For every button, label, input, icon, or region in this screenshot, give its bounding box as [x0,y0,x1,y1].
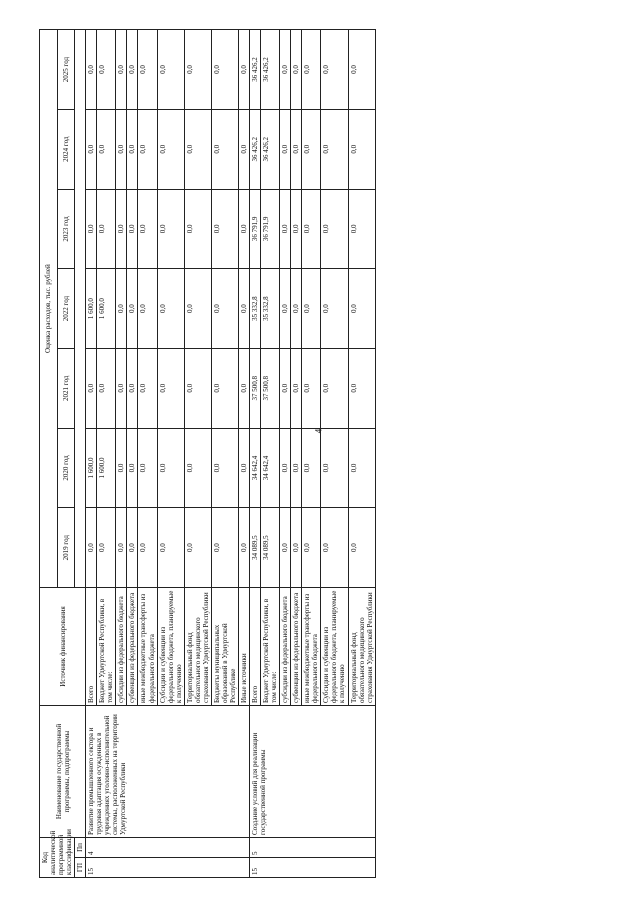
cell-value: 34 642,4 [250,428,261,508]
cell-value: 35 332,8 [261,269,280,349]
cell-value: 0,0 [280,269,291,349]
header-name: Наименование государственной программы, подпрограммы [40,706,86,838]
cell-value: 0,0 [127,428,138,508]
cell-value: 0,0 [97,109,116,189]
cell-value: 1 600,0 [86,269,97,349]
cell-value: 0,0 [302,508,321,588]
cell-value: 0,0 [157,109,184,189]
cell-source: Бюджет Удмуртской Республики, в том числе: [261,588,280,706]
cell-value: 0,0 [291,508,302,588]
cell-value: 0,0 [127,30,138,110]
header-code-group: Код аналитической программной классификации [40,838,75,878]
cell-value: 0,0 [280,109,291,189]
table-row [86,30,97,878]
cell-value: 35 332,8 [250,269,261,349]
cell-value: 34 089,5 [250,508,261,588]
header-year: 2019 год [57,508,75,588]
cell-value: 0,0 [302,348,321,428]
cell-value: 0,0 [211,109,238,189]
cell-value: 0,0 [238,428,249,508]
cell-source: Территориальный фонд обязательного медицинского страхования Удмуртской Республики [348,588,375,706]
cell-value: 0,0 [116,348,127,428]
cell-value: 0,0 [97,348,116,428]
cell-value: 0,0 [97,508,116,588]
cell-value: 0,0 [238,109,249,189]
cell-source: субвенции из федерального бюджета [127,588,138,706]
header-gp: ГП [75,858,86,878]
header-year: 2020 год [57,428,75,508]
cell-value: 0,0 [280,428,291,508]
cell-value: 36 426,2 [261,30,280,110]
cell-value: 0,0 [138,269,157,349]
cell-value: 0,0 [348,428,375,508]
cell-value: 0,0 [157,189,184,269]
cell-value: 0,0 [138,189,157,269]
cell-value: 36 426,2 [250,109,261,189]
cell-source: иные межбюджетные трансферты из федерального бюджета [138,588,157,706]
cell-value: 0,0 [116,109,127,189]
cell-value: 0,0 [97,189,116,269]
cell-value: 0,0 [348,30,375,110]
cell-value: 0,0 [321,348,348,428]
cell-value: 36 791,9 [261,189,280,269]
cell-value: 0,0 [157,428,184,508]
cell-value: 0,0 [116,508,127,588]
cell-value: 34 642,4 [261,428,280,508]
cell-value: 0,0 [321,30,348,110]
header-pp: Пп [75,838,86,858]
cell-value: 0,0 [127,348,138,428]
cell-value: 36 426,2 [261,109,280,189]
cell-program-name: Создание условий для реализации государственной программы [250,706,376,838]
cell-gp: 15 [86,858,250,878]
header-source: Источник финансирования [40,588,86,706]
cell-value: 0,0 [280,30,291,110]
cell-value: 37 500,8 [261,348,280,428]
cell-value: 0,0 [280,189,291,269]
cell-value: 0,0 [184,109,211,189]
cell-value: 0,0 [321,269,348,349]
cell-value: 0,0 [138,109,157,189]
cell-value: 0,0 [184,348,211,428]
header-year: 2021 год [57,348,75,428]
header-row-1 [40,30,58,878]
cell-value: 0,0 [127,269,138,349]
cell-value: 0,0 [127,508,138,588]
cell-value: 0,0 [138,30,157,110]
cell-value: 0,0 [291,109,302,189]
table-body [86,30,375,878]
cell-value: 0,0 [238,30,249,110]
cell-value: 0,0 [302,428,321,508]
cell-value: 36 791,9 [250,189,261,269]
cell-value: 0,0 [116,428,127,508]
cell-source: Субсидии и субвенции из федерального бюджета, планируемые к получению [321,588,348,706]
cell-value: 0,0 [280,508,291,588]
cell-value: 0,0 [302,30,321,110]
cell-value: 0,0 [238,508,249,588]
cell-source: Территориальный фонд обязательного медицинского страхования Удмуртской Республики [184,588,211,706]
cell-value: 0,0 [116,30,127,110]
cell-source: субвенции из федерального бюджета [291,588,302,706]
cell-value: 0,0 [86,189,97,269]
cell-value: 0,0 [321,109,348,189]
cell-value: 0,0 [321,189,348,269]
cell-source: Бюджеты муниципальных образований в Удмуртской Республике [211,588,238,706]
header-year: 2023 год [57,189,75,269]
cell-value: 0,0 [184,30,211,110]
cell-value: 0,0 [86,109,97,189]
cell-value: 0,0 [348,189,375,269]
cell-value: 0,0 [321,508,348,588]
cell-value: 0,0 [291,189,302,269]
cell-value: 0,0 [302,189,321,269]
cell-program-name: Развитие промышленного сектора и трудовая адаптация осужденных в учреждениях уголовно-исполнительной системы, расположенных на территории Удмуртской Республики [86,706,250,838]
cell-value: 0,0 [280,348,291,428]
page-number: 4 [313,428,324,434]
cell-source: Субсидии и субвенции из федерального бюджета, планируемые к получению [157,588,184,706]
cell-value: 0,0 [238,348,249,428]
cell-value: 0,0 [348,348,375,428]
header-spacer [75,30,86,588]
cell-source: Всего [86,588,97,706]
cell-value: 0,0 [157,348,184,428]
cell-value: 0,0 [97,30,116,110]
cell-value: 37 500,8 [250,348,261,428]
cell-source: субсидии из федерального бюджета [116,588,127,706]
cell-value: 0,0 [116,269,127,349]
cell-value: 0,0 [291,428,302,508]
cell-value: 0,0 [184,189,211,269]
header-year: 2024 год [57,109,75,189]
cell-value: 0,0 [86,30,97,110]
cell-pp: 5 [250,838,376,858]
cell-value: 0,0 [127,189,138,269]
expenditure-table [39,29,376,878]
cell-source: Бюджет Удмуртской Республики, в том числе: [97,588,116,706]
rotated-page [39,30,614,878]
cell-value: 0,0 [348,269,375,349]
cell-value: 1 600,0 [97,428,116,508]
cell-value: 0,0 [184,269,211,349]
cell-value: 0,0 [138,348,157,428]
cell-value: 0,0 [157,269,184,349]
cell-value: 0,0 [238,189,249,269]
cell-value: 0,0 [238,269,249,349]
cell-value: 0,0 [211,348,238,428]
header-year: 2022 год [57,269,75,349]
cell-value: 0,0 [157,30,184,110]
cell-value: 0,0 [291,348,302,428]
cell-value: 0,0 [157,508,184,588]
cell-value: 0,0 [211,428,238,508]
cell-source: субсидии из федерального бюджета [280,588,291,706]
cell-value: 0,0 [211,189,238,269]
cell-value: 0,0 [211,508,238,588]
cell-value: 0,0 [211,30,238,110]
cell-source: иные межбюджетные трансферты из федерального бюджета [302,588,321,706]
cell-value: 0,0 [127,109,138,189]
cell-value: 0,0 [116,189,127,269]
cell-value: 0,0 [211,269,238,349]
cell-value: 0,0 [302,269,321,349]
header-year: 2025 год [57,30,75,110]
cell-value: 36 426,2 [250,30,261,110]
cell-value: 0,0 [321,428,348,508]
cell-value: 0,0 [302,109,321,189]
cell-value: 1 600,0 [86,428,97,508]
cell-source: Всего [250,588,261,706]
cell-value: 0,0 [348,109,375,189]
cell-value: 34 089,5 [261,508,280,588]
header-estimate: Оценка расходов, тыс. рублей [40,30,58,588]
cell-value: 0,0 [348,508,375,588]
cell-value: 0,0 [291,30,302,110]
table-row [250,30,261,878]
cell-value: 1 600,0 [97,269,116,349]
cell-value: 0,0 [184,428,211,508]
cell-value: 0,0 [86,348,97,428]
cell-gp: 15 [250,858,376,878]
cell-value: 0,0 [138,428,157,508]
cell-value: 0,0 [291,269,302,349]
cell-value: 0,0 [86,508,97,588]
cell-value: 0,0 [184,508,211,588]
cell-source: Иные источники [238,588,249,706]
cell-pp: 4 [86,838,250,858]
cell-value: 0,0 [138,508,157,588]
